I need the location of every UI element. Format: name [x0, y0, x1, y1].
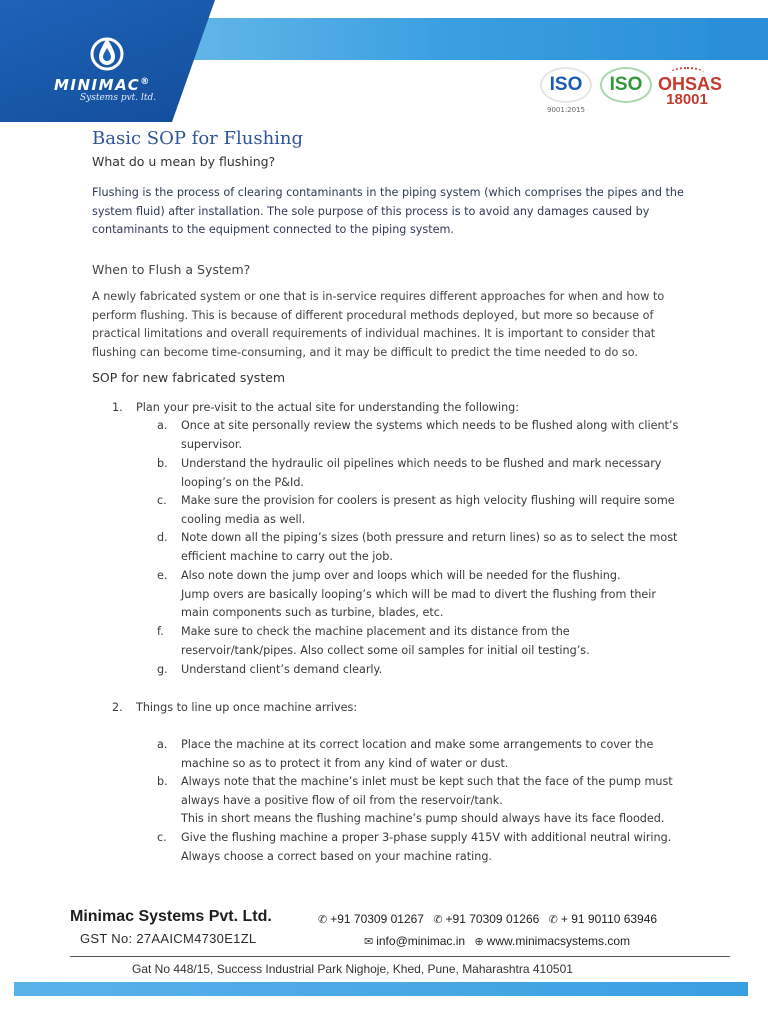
section-heading: SOP for new fabricated system: [92, 370, 286, 385]
paragraph-flushing: Flushing is the process of clearing contaminants in the piping system (which comprises the pipes and the system fluid) after installation. The sole purpose of this process is to avoid any damages caused by contaminants to the equipment connected to the piping system.: [92, 186, 684, 236]
question-heading: What do u mean by flushing?: [92, 154, 276, 169]
iso-badge: ISO: [598, 67, 654, 103]
phone-link[interactable]: +91 70309 01267: [330, 912, 424, 926]
phone-icon: ✆: [318, 914, 328, 926]
header-band-end: [708, 18, 768, 60]
phone-icon: ✆: [433, 914, 443, 926]
website-link[interactable]: www.minimacsystems.com: [486, 934, 631, 948]
paragraph-when: A newly fabricated system or one that is in-service requires different approaches for when and how to perform flushing. This is because of different procedural methods deployed, but more so because of practical limitations and overall requirements of individual machines. It is important to consider that flushing can become time-consuming, and it may be difficult to predict the time needed to do so.: [92, 290, 665, 359]
letterhead-header: [0, 0, 768, 125]
ohsas-arc-icon: [670, 67, 704, 79]
phone-numbers: [318, 912, 657, 926]
certification-badges: [538, 67, 723, 119]
iso-9001-badge: ISO 9001:2015: [538, 67, 594, 114]
address: Gat No 448/15, Success Industrial Park Nighoje, Khed, Pune, Maharashtra 410501: [132, 962, 573, 976]
phone-link[interactable]: +91 70309 01266: [445, 912, 540, 926]
drop-logo-icon: [90, 34, 124, 72]
footer-divider: [70, 956, 730, 957]
section-heading: When to Flush a System?: [92, 262, 251, 277]
footer-band: [14, 982, 748, 996]
logo-wordmark: MINIMAC®: [54, 76, 151, 94]
letterhead-footer: [0, 900, 768, 1024]
email-website: [364, 934, 630, 948]
logo-subtitle: Systems pvt. ltd.: [80, 93, 157, 103]
ohsas-badge: OHSAS 18001: [658, 67, 716, 107]
gst-number: GST No: 27AAICM4730E1ZL: [80, 931, 257, 946]
page-title: Basic SOP for Flushing: [92, 128, 304, 149]
phone-icon: ✆: [548, 914, 558, 926]
mail-icon: ✉: [364, 936, 374, 948]
email-link[interactable]: info@minimac.in: [376, 934, 466, 948]
company-name: Minimac Systems Pvt. Ltd.: [70, 908, 272, 925]
globe-icon: ⊕: [474, 936, 484, 948]
phone-link[interactable]: + 91 90110 63946: [560, 912, 658, 926]
